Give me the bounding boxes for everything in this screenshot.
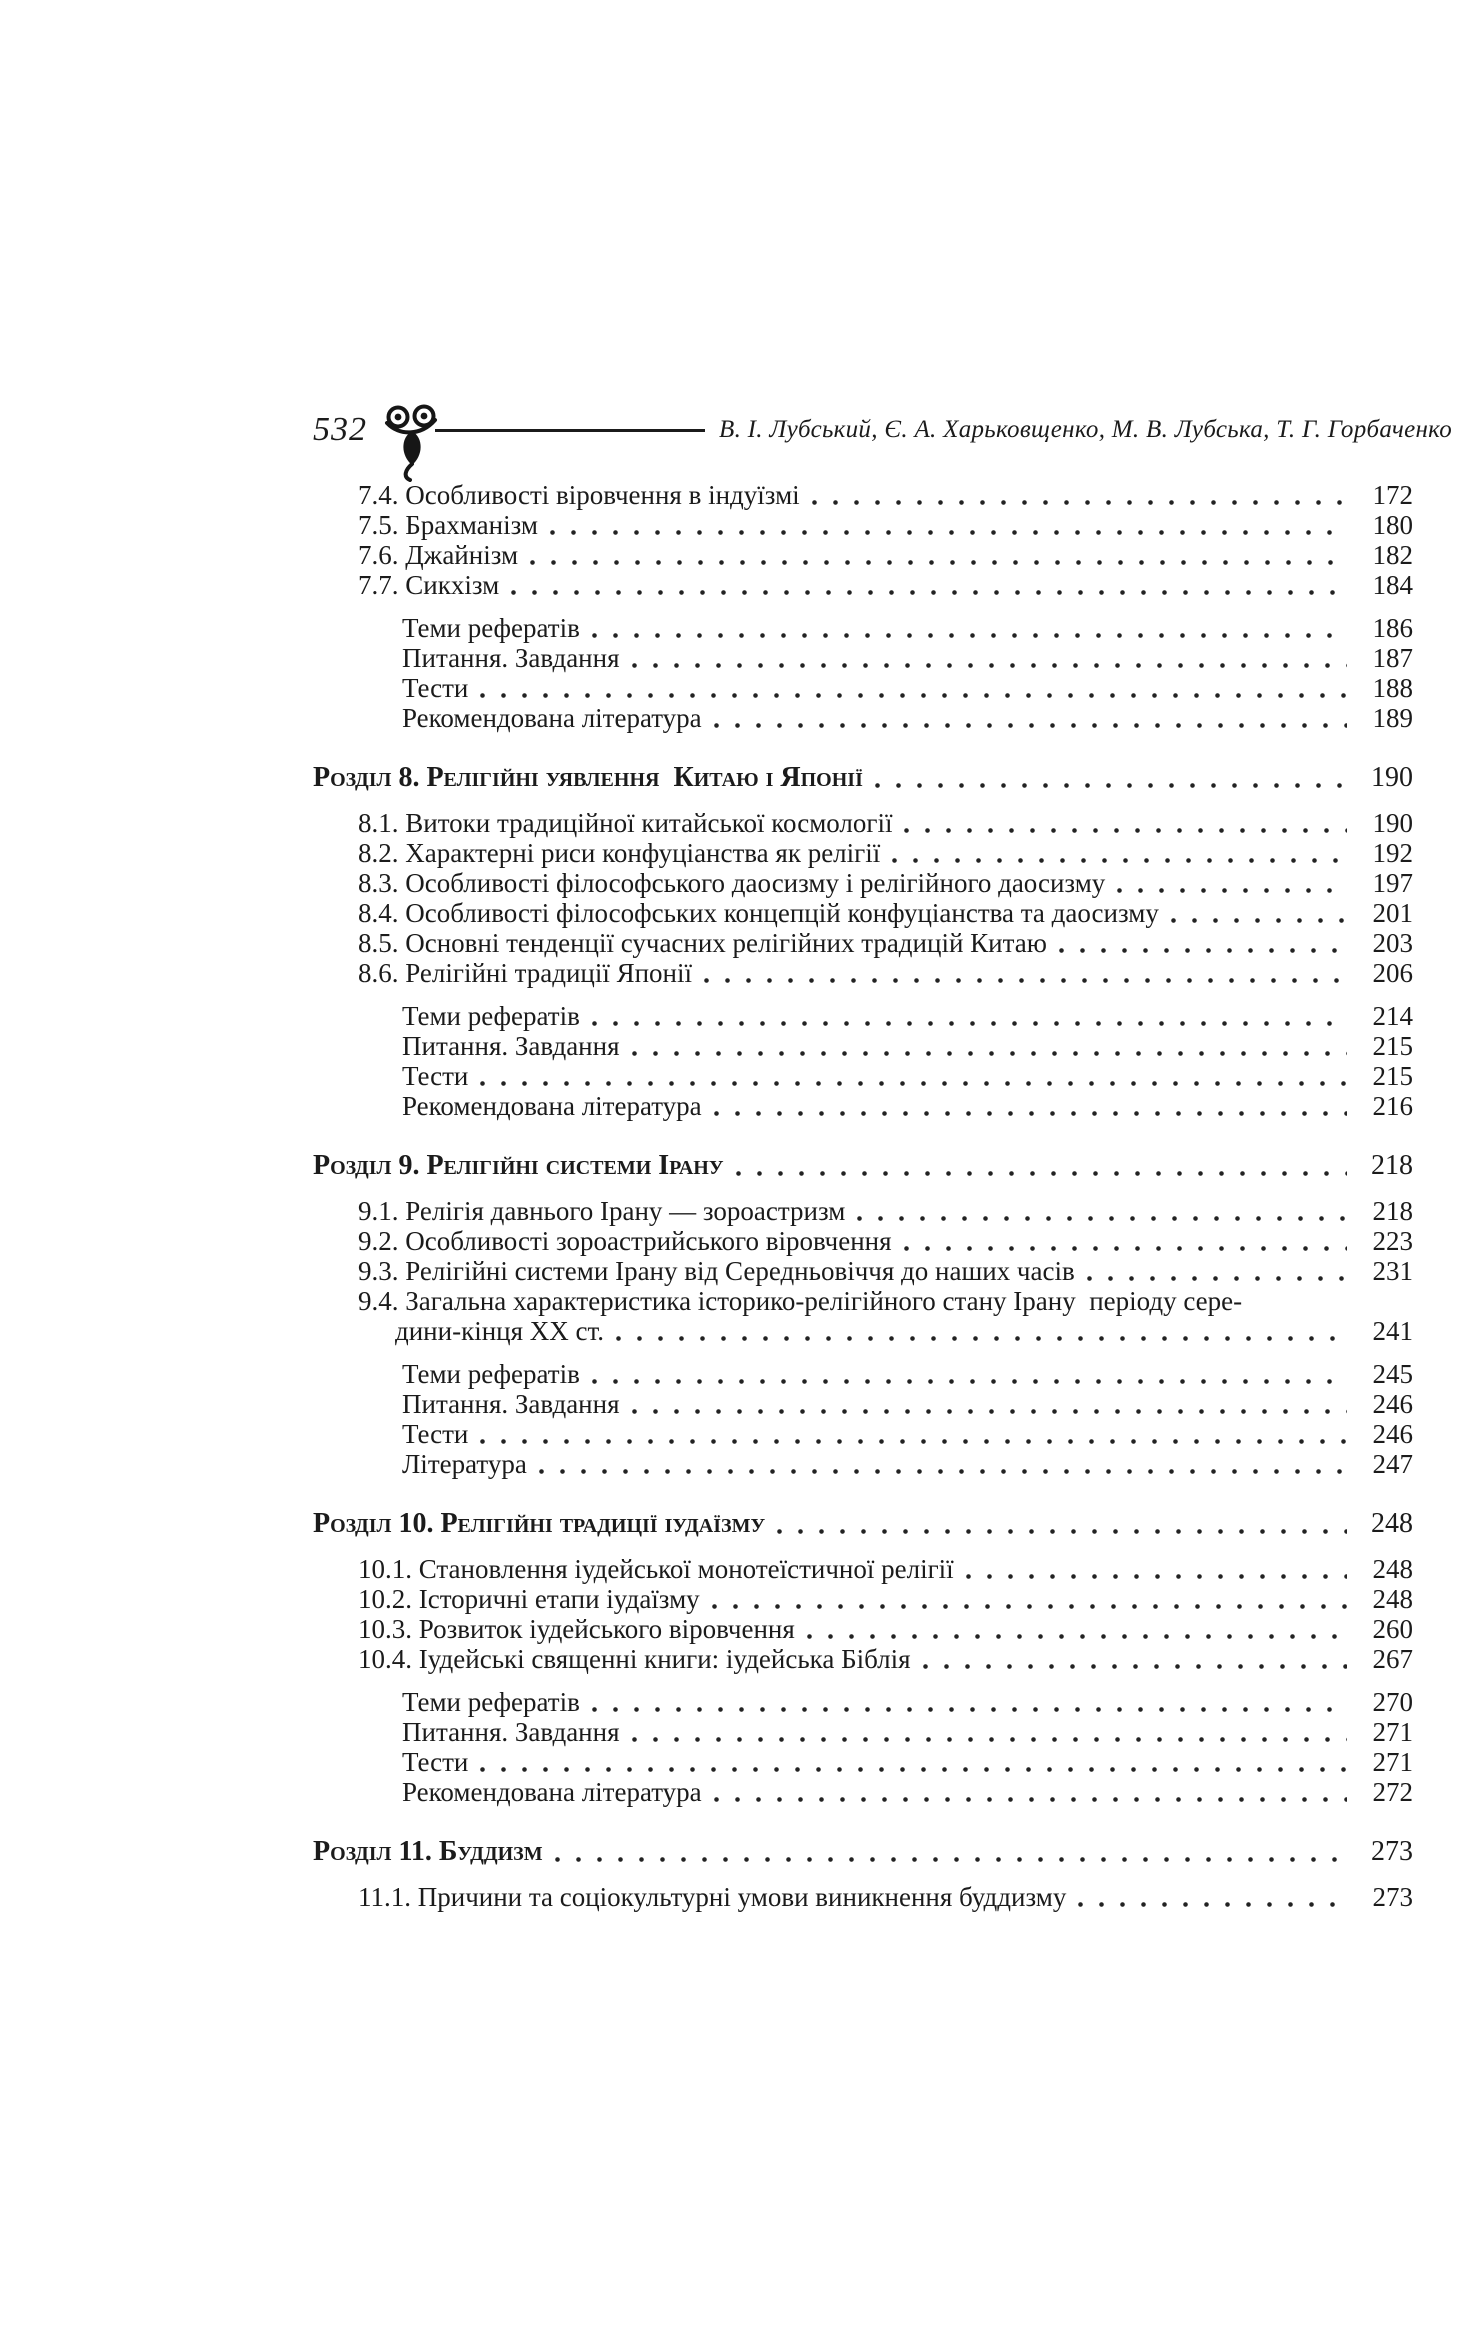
toc-entry-page: 231 (1372, 1256, 1413, 1286)
toc-entry (313, 1196, 1413, 1226)
toc-entry-label: Питання. Завдання (402, 1031, 620, 1061)
toc-entry-label: 9.3. Релігійні системи Ірану від Середньовіччя до наших часів (358, 1256, 1075, 1286)
toc-entry (313, 808, 1413, 838)
toc-entry-label: 8.2. Характерні риси конфуціанства як релігії (358, 838, 881, 868)
dot-leader (632, 643, 1347, 673)
toc-entry-label: Розділ 9. Релігійні системи Ірану (313, 1150, 724, 1181)
toc-entry-label: Рекомендована література (402, 1091, 702, 1121)
toc-entry-label: 7.5. Брахманізм (358, 510, 538, 540)
toc-entry-label: 8.4. Особливості філософських концепцій конфуціанства та даосизму (358, 898, 1159, 928)
toc-entry-page: 187 (1372, 643, 1413, 673)
dot-leader (704, 958, 1347, 988)
toc-entry-label: Тести (402, 1419, 469, 1449)
toc-entry-page: 271 (1372, 1717, 1413, 1747)
toc-entry-page: 188 (1372, 673, 1413, 703)
toc-entry-page: 203 (1372, 928, 1413, 958)
dot-leader (777, 1509, 1347, 1539)
toc-entry-page: 215 (1372, 1061, 1413, 1091)
dot-leader (592, 1687, 1347, 1717)
toc-entry-label: Тести (402, 1747, 469, 1777)
toc-entry (313, 480, 1413, 510)
toc-entry (313, 540, 1413, 570)
toc-entry-label: 7.7. Сикхізм (358, 570, 500, 600)
toc-entry (313, 1644, 1413, 1674)
toc-entry-page: 272 (1372, 1777, 1413, 1807)
toc-entry-page: 248 (1371, 1508, 1413, 1539)
header-rule (435, 429, 705, 432)
dot-leader (550, 510, 1347, 540)
toc-entry (313, 1286, 1413, 1346)
toc-entry (313, 868, 1413, 898)
dot-leader (923, 1644, 1347, 1674)
toc-entry (313, 510, 1413, 540)
toc-entry-label: Теми рефератів (402, 1687, 580, 1717)
toc-entry (313, 1061, 1413, 1091)
toc-entry-page: 216 (1372, 1091, 1413, 1121)
toc-entry (313, 928, 1413, 958)
toc-entry-label: 10.1. Становлення іудейської монотеїстичної релігії (358, 1554, 954, 1584)
toc-entry-label: Література (402, 1449, 527, 1479)
toc-list (313, 480, 1413, 1912)
dot-leader (480, 673, 1347, 703)
dot-leader (904, 808, 1347, 838)
toc-entry (313, 958, 1413, 988)
toc-entry-label: Питання. Завдання (402, 1389, 620, 1419)
toc-entry-page: 248 (1372, 1584, 1413, 1614)
dot-leader (714, 1777, 1347, 1807)
dot-leader (857, 1196, 1347, 1226)
dot-leader (1117, 868, 1347, 898)
toc-entry-page: 248 (1372, 1554, 1413, 1584)
toc-entry (313, 1359, 1413, 1389)
toc-entry-page: 190 (1371, 762, 1413, 793)
toc-entry-label: Рекомендована література (402, 703, 702, 733)
toc-entry (313, 613, 1413, 643)
toc-entry-label: Теми рефератів (402, 1359, 580, 1389)
toc-entry-label: Розділ 8. Релігійні уявлення Китаю і Японії (313, 762, 863, 793)
toc-entry (313, 1031, 1413, 1061)
toc-entry-page: 247 (1372, 1449, 1413, 1479)
toc-entry-cont: дини-кінця XX ст. (395, 1316, 605, 1346)
dot-leader (966, 1554, 1347, 1584)
toc-entry-page: 218 (1371, 1150, 1413, 1181)
toc-entry (313, 838, 1413, 868)
dot-leader (539, 1449, 1347, 1479)
dot-leader (712, 1584, 1347, 1614)
page-content (313, 406, 1453, 1912)
toc-entry (313, 1584, 1413, 1614)
toc-entry-label: 8.3. Особливості філософського даосизму і релігійного даосизму (358, 868, 1106, 898)
toc-entry-page: 241 (1372, 1316, 1413, 1346)
page-number: 532 (313, 411, 367, 448)
dot-leader (1078, 1882, 1347, 1912)
dot-leader (592, 1359, 1347, 1389)
toc-entry-label: Рекомендована література (402, 1777, 702, 1807)
dot-leader (480, 1747, 1347, 1777)
dot-leader (736, 1151, 1348, 1181)
dot-leader (616, 1316, 1347, 1346)
toc-entry (313, 898, 1413, 928)
toc-entry (313, 1001, 1413, 1031)
toc-entry (313, 1509, 1413, 1539)
toc-entry (313, 1687, 1413, 1717)
toc-entry-label: Питання. Завдання (402, 643, 620, 673)
dot-leader (592, 1001, 1347, 1031)
toc-entry (313, 1226, 1413, 1256)
dot-leader (1059, 928, 1347, 958)
toc-entry (313, 1389, 1413, 1419)
toc-entry-page: 245 (1372, 1359, 1413, 1389)
toc-entry-label: 8.1. Витоки традиційної китайської космології (358, 808, 893, 838)
toc-entry (313, 1777, 1413, 1807)
toc-entry-page: 246 (1372, 1389, 1413, 1419)
toc-entry-page: 218 (1372, 1196, 1413, 1226)
toc-entry-page: 184 (1372, 570, 1413, 600)
toc-entry-label: 7.6. Джайнізм (358, 540, 519, 570)
toc-entry-label: 9.2. Особливості зороастрийського віровчення (358, 1226, 892, 1256)
toc-entry-page: 182 (1372, 540, 1413, 570)
dot-leader (904, 1226, 1347, 1256)
dot-leader (480, 1419, 1347, 1449)
dot-leader (632, 1717, 1347, 1747)
toc-entry (313, 1837, 1413, 1867)
toc-entry (313, 1151, 1413, 1181)
toc-entry-label: 9.1. Релігія давнього Ірану — зороастризм (358, 1196, 846, 1226)
running-head (313, 406, 1453, 454)
toc-entry-label: Тести (402, 673, 469, 703)
toc-entry-page: 223 (1372, 1226, 1413, 1256)
toc-entry-page: 214 (1372, 1001, 1413, 1031)
dot-leader (714, 703, 1347, 733)
toc-entry-label: 10.2. Історичні етапи іудаїзму (358, 1584, 700, 1614)
toc-entry-page: 273 (1371, 1836, 1413, 1867)
toc-entry-page: 189 (1372, 703, 1413, 733)
toc-entry-page: 273 (1372, 1882, 1413, 1912)
toc-entry (313, 703, 1413, 733)
toc-entry (313, 1717, 1413, 1747)
toc-entry-label: 10.3. Розвиток іудейського віровчення (358, 1614, 795, 1644)
dot-leader (812, 480, 1347, 510)
toc-entry-page: 270 (1372, 1687, 1413, 1717)
toc-entry-page: 246 (1372, 1419, 1413, 1449)
dot-leader (807, 1614, 1347, 1644)
dot-leader (511, 570, 1347, 600)
toc-entry-page: 172 (1372, 480, 1413, 510)
dot-leader (892, 838, 1347, 868)
toc-entry (313, 1419, 1413, 1449)
dot-leader (632, 1031, 1347, 1061)
toc-entry (313, 643, 1413, 673)
toc-entry-page: 180 (1372, 510, 1413, 540)
dot-leader (714, 1091, 1347, 1121)
dot-leader (555, 1837, 1347, 1867)
toc-entry-label: 9.4. Загальна характеристика історико-релігійного стану Ірану періоду сере- (358, 1286, 1243, 1316)
toc-entry-label: Розділ 11. Буддизм (313, 1836, 543, 1867)
toc-entry-page: 186 (1372, 613, 1413, 643)
fleuron-ornament-icon (381, 404, 445, 482)
toc-entry-label: 7.4. Особливості віровчення в індуїзмі (358, 480, 800, 510)
toc-entry (313, 1747, 1413, 1777)
toc-entry (313, 1554, 1413, 1584)
dot-leader (592, 613, 1347, 643)
toc-entry-page: 267 (1372, 1644, 1413, 1674)
dot-leader (1087, 1256, 1347, 1286)
dot-leader (632, 1389, 1347, 1419)
toc-entry (313, 1256, 1413, 1286)
toc-entry-label: Питання. Завдання (402, 1717, 620, 1747)
toc-entry-label: 8.6. Релігійні традиції Японії (358, 958, 693, 988)
toc-entry (313, 570, 1413, 600)
toc-entry-label: Теми рефератів (402, 1001, 580, 1031)
running-head-authors: В. І. Лубський, Є. А. Харьковщенко, М. В. Лубська, Т. Г. Горбаченко (719, 416, 1453, 443)
dot-leader (530, 540, 1347, 570)
dot-leader (480, 1061, 1347, 1091)
toc-entry (313, 673, 1413, 703)
toc-entry-label: Теми рефератів (402, 613, 580, 643)
toc-entry (313, 763, 1413, 793)
toc-entry-page: 192 (1372, 838, 1413, 868)
toc-entry-label: Тести (402, 1061, 469, 1091)
toc-entry-page: 215 (1372, 1031, 1413, 1061)
toc-entry (313, 1091, 1413, 1121)
dot-leader (1171, 898, 1347, 928)
toc-entry-page: 190 (1372, 808, 1413, 838)
toc-entry-label: 11.1. Причини та соціокультурні умови виникнення буддизму (358, 1882, 1067, 1912)
toc-entry (313, 1882, 1413, 1912)
toc-entry-label: 10.4. Іудейські священні книги: іудейська Біблія (358, 1644, 911, 1674)
dot-leader (875, 763, 1347, 793)
toc-entry-page: 271 (1372, 1747, 1413, 1777)
toc-entry (313, 1449, 1413, 1479)
toc-entry-label: Розділ 10. Релігійні традиції іудаїзму (313, 1508, 766, 1539)
toc-entry-page: 197 (1372, 868, 1413, 898)
toc-entry-page: 260 (1372, 1614, 1413, 1644)
toc-entry (313, 1614, 1413, 1644)
toc-entry-label: 8.5. Основні тенденції сучасних релігійних традицій Китаю (358, 928, 1047, 958)
toc-entry-page: 206 (1372, 958, 1413, 988)
toc-entry-page: 201 (1372, 898, 1413, 928)
